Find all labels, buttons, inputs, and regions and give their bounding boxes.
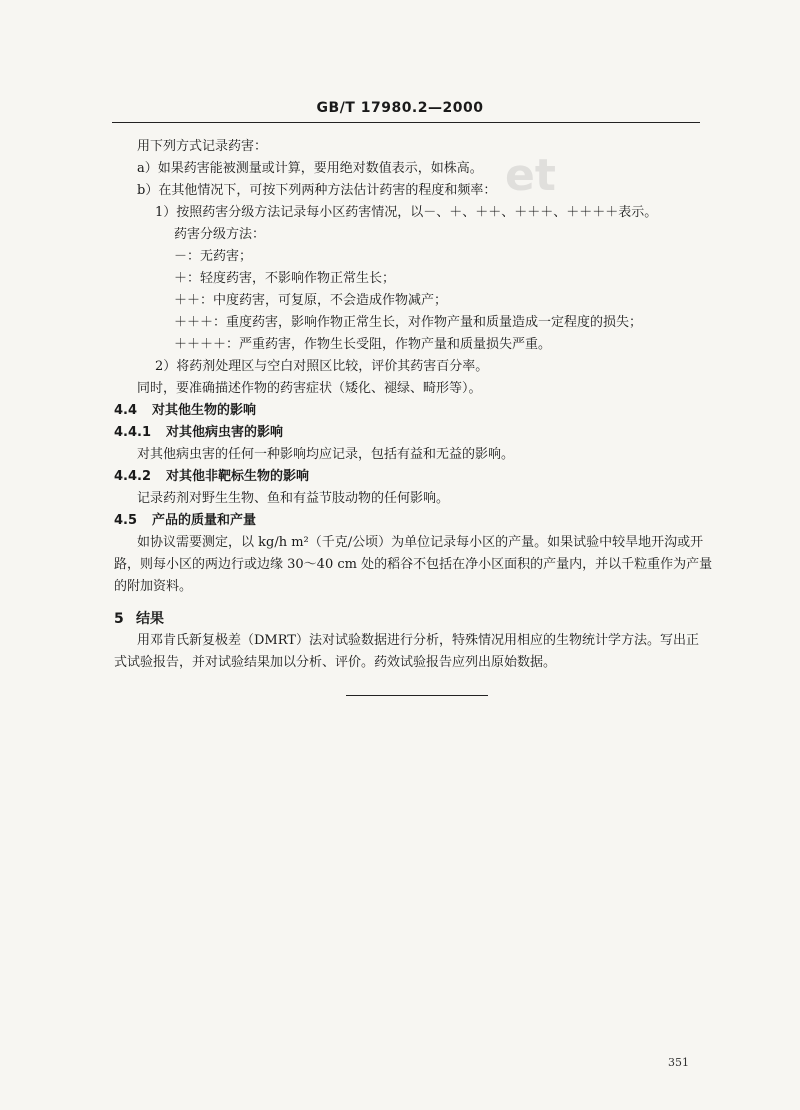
section-5-heading	[114, 610, 164, 628]
section-title: 对其他非靶标生物的影响	[166, 469, 310, 484]
section-title: 产品的质量和产量	[152, 513, 257, 528]
grade-4: ＋＋＋＋：严重药害，作物生长受阻，作物产量和质量损失严重。	[174, 337, 552, 352]
symptoms-text: 同时，要准确描述作物的药害症状（矮化、褪绿、畸形等）。	[137, 381, 482, 396]
section-4-5-text-2: 路，则每小区的两边行或边缘 30～40 cm 处的稻谷不包括在净小区面积的产量内，并以千粒重作为产量	[114, 557, 713, 572]
section-4-5-text-3: 的附加资料。	[114, 579, 193, 594]
section-4-5-text-1: 如协议需要测定，以 kg/h m²（千克/公顷）为单位记录每小区的产量。如果试验中较旱地开沟或开	[137, 535, 704, 550]
grade-2: ＋＋：中度药害，可复原，不会造成作物减产；	[174, 293, 448, 308]
intro-text: 用下列方式记录药害：	[137, 139, 268, 154]
grade-1: ＋：轻度药害，不影响作物正常生长；	[174, 271, 396, 286]
section-4-4-1-heading	[114, 424, 283, 442]
item-a: a）如果药害能被测量或计算，要用绝对数值表示，如株高。	[137, 161, 483, 176]
section-number: 5	[114, 611, 124, 627]
grade-3: ＋＋＋：重度药害，影响作物正常生长，对作物产量和质量造成一定程度的损失；	[174, 315, 643, 330]
section-5-text-1: 用邓肯氏新复极差（DMRT）法对试验数据进行分析，特殊情况用相应的生物统计学方法。写出正	[137, 633, 699, 648]
section-number: 4.4.2	[114, 469, 152, 484]
item-b: b）在其他情况下，可按下列两种方法估计药害的程度和频率：	[137, 183, 497, 198]
method-2: 2）将药剂处理区与空白对照区比较，评价其药害百分率。	[155, 359, 489, 374]
header-rule	[112, 122, 700, 123]
grading-title: 药害分级方法：	[174, 227, 266, 242]
section-title: 对其他生物的影响	[152, 403, 257, 418]
watermark: et	[505, 150, 556, 201]
section-title: 对其他病虫害的影响	[166, 425, 284, 440]
section-number: 4.4	[114, 403, 138, 418]
section-4-4-heading	[114, 402, 256, 420]
page-number: 351	[668, 1056, 689, 1069]
section-number: 4.5	[114, 513, 138, 528]
section-5-text-2: 式试验报告，并对试验结果加以分析、评价。药效试验报告应列出原始数据。	[114, 655, 557, 670]
grade-0: －：无药害；	[174, 249, 253, 264]
standard-number-header: GB/T 17980.2—2000	[316, 100, 484, 116]
section-4-5-heading	[114, 512, 256, 530]
section-4-4-1-text: 对其他病虫害的任何一种影响均应记录，包括有益和无益的影响。	[137, 447, 515, 462]
method-1: 1）按照药害分级方法记录每小区药害情况，以－、＋、＋＋、＋＋＋、＋＋＋＋表示。	[155, 205, 658, 220]
section-title: 结果	[136, 611, 164, 627]
section-number: 4.4.1	[114, 425, 152, 440]
section-4-4-2-heading	[114, 468, 309, 486]
section-4-4-2-text: 记录药剂对野生生物、鱼和有益节肢动物的任何影响。	[137, 491, 450, 506]
end-rule	[346, 695, 488, 696]
